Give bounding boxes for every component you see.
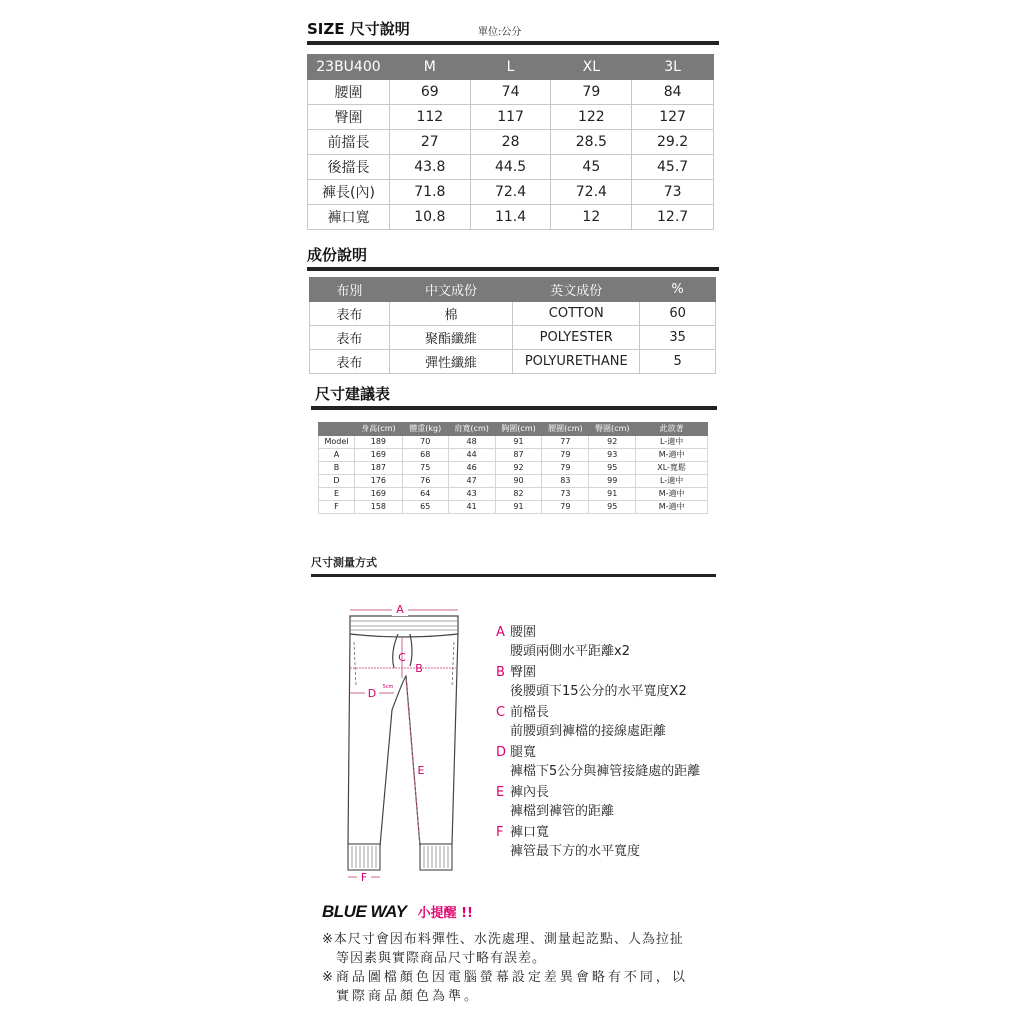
measure-section-title: 尺寸測量方式 xyxy=(311,556,377,569)
size-table-cell: 117 xyxy=(470,105,551,130)
reminder-label: 小提醒 !! xyxy=(417,906,473,921)
legend-letter: A xyxy=(496,625,505,640)
size-section-title: SIZE 尺寸說明 xyxy=(307,20,410,38)
recommend-table-cell: 70 xyxy=(402,436,448,449)
composition-section-title: 成份說明 xyxy=(307,246,368,264)
size-table-cell: 褲口寬 xyxy=(308,205,390,230)
recommend-table-cell: 95 xyxy=(589,462,636,475)
recommend-table xyxy=(318,422,708,514)
recommend-table-cell: L-適中 xyxy=(636,436,708,449)
size-table-cell: 29.2 xyxy=(632,130,714,155)
composition-table xyxy=(309,277,716,374)
recommend-table-row xyxy=(319,462,708,475)
size-table xyxy=(307,54,714,230)
recommend-table-header-cell xyxy=(319,423,355,436)
recommend-table-cell: 43 xyxy=(448,488,495,501)
legend-name: 臀圍 xyxy=(510,665,537,680)
recommend-table-cell: 169 xyxy=(354,449,402,462)
recommend-table-cell: 176 xyxy=(354,475,402,488)
recommend-table-cell: 83 xyxy=(542,475,589,488)
recommend-table-row xyxy=(319,501,708,514)
recommend-table-header-cell: 肩寬(cm) xyxy=(448,423,495,436)
size-table-cell: 71.8 xyxy=(389,180,470,205)
composition-table-header-cell: 中文成份 xyxy=(389,278,513,302)
size-table-cell: 44.5 xyxy=(470,155,551,180)
recommend-table-cell: 92 xyxy=(495,462,542,475)
note-1-line-2: 等因素與實際商品尺寸略有誤差。 xyxy=(336,951,547,966)
size-table-cell: 127 xyxy=(632,105,714,130)
legend-letter: D xyxy=(496,745,507,760)
label-e: E xyxy=(417,764,425,777)
recommend-table-cell: 41 xyxy=(448,501,495,514)
size-table-row xyxy=(308,130,714,155)
composition-table-cell: 棉 xyxy=(389,302,513,326)
reminder-heading xyxy=(322,902,473,922)
size-table-cell: 褲長(內) xyxy=(308,180,390,205)
composition-table-cell: 表布 xyxy=(310,326,390,350)
recommend-table-header-cell: 胸圍(cm) xyxy=(495,423,542,436)
legend-desc: 後腰頭下15公分的水平寬度X2 xyxy=(510,684,687,699)
size-table-row xyxy=(308,180,714,205)
size-table-cell: 12.7 xyxy=(632,205,714,230)
recommend-table-cell: 79 xyxy=(542,462,589,475)
composition-table-row xyxy=(310,302,716,326)
legend-item xyxy=(496,623,630,661)
recommend-table-cell: 75 xyxy=(402,462,448,475)
recommend-table-cell: 79 xyxy=(542,449,589,462)
recommend-table-cell: F xyxy=(319,501,355,514)
brand-logo: BLUE WAY xyxy=(322,902,407,921)
recommend-table-cell: M-適中 xyxy=(636,501,708,514)
composition-table-cell: POLYESTER xyxy=(513,326,640,350)
recommend-table-cell: M-適中 xyxy=(636,488,708,501)
recommend-table-cell: 95 xyxy=(589,501,636,514)
label-5cm: 5cm xyxy=(382,684,394,690)
recommend-table-cell: L-適中 xyxy=(636,475,708,488)
composition-table-row xyxy=(310,326,716,350)
recommend-table-cell: 99 xyxy=(589,475,636,488)
legend-letter: E xyxy=(496,785,505,800)
size-table-cell: 122 xyxy=(551,105,632,130)
recommend-table-header-cell: 身高(cm) xyxy=(354,423,402,436)
note-2-line-2: 實際商品顏色為準。 xyxy=(336,989,481,1004)
size-table-cell: 43.8 xyxy=(389,155,470,180)
recommend-table-header xyxy=(319,423,708,436)
size-table-header-cell: L xyxy=(470,55,551,80)
composition-table-header-cell: % xyxy=(640,278,716,302)
size-table-cell: 11.4 xyxy=(470,205,551,230)
recommend-table-header-cell: 體重(kg) xyxy=(402,423,448,436)
reminder-note-1 xyxy=(322,930,684,968)
size-table-header xyxy=(308,55,714,80)
size-table-cell: 前擋長 xyxy=(308,130,390,155)
size-table-row xyxy=(308,155,714,180)
recommend-table-row xyxy=(319,436,708,449)
note-1-line-1: ※本尺寸會因布料彈性、水洗處理、測量起訖點、人為拉扯 xyxy=(322,932,684,947)
legend-name: 褲口寬 xyxy=(510,825,550,840)
composition-table-header-cell: 布別 xyxy=(310,278,390,302)
size-table-row xyxy=(308,105,714,130)
size-table-cell: 45.7 xyxy=(632,155,714,180)
recommend-table-cell: 158 xyxy=(354,501,402,514)
size-table-cell: 10.8 xyxy=(389,205,470,230)
size-table-cell: 後擋長 xyxy=(308,155,390,180)
recommend-table-header-cell: 此款著 xyxy=(636,423,708,436)
recommend-table-cell: 189 xyxy=(354,436,402,449)
recommend-table-cell: 87 xyxy=(495,449,542,462)
size-table-cell: 72.4 xyxy=(470,180,551,205)
size-table-cell: 69 xyxy=(389,80,470,105)
measure-section-rule xyxy=(311,574,716,577)
recommend-table-cell: XL-寬鬆 xyxy=(636,462,708,475)
legend-desc: 前腰頭到褲檔的接線處距離 xyxy=(510,724,667,739)
composition-table-cell: 60 xyxy=(640,302,716,326)
composition-table-cell: 表布 xyxy=(310,350,390,374)
size-table-cell: 28.5 xyxy=(551,130,632,155)
recommend-table-cell: 169 xyxy=(354,488,402,501)
legend-desc: 腰頭兩側水平距離x2 xyxy=(510,644,630,659)
waistband-shape xyxy=(350,616,458,637)
size-table-cell: 84 xyxy=(632,80,714,105)
legend-item xyxy=(496,823,640,861)
unit-label: 單位:公分 xyxy=(478,27,522,38)
recommend-table-cell: A xyxy=(319,449,355,462)
recommend-table-row xyxy=(319,475,708,488)
recommend-table-cell: M-適中 xyxy=(636,449,708,462)
recommend-table-cell: 48 xyxy=(448,436,495,449)
size-table-cell: 79 xyxy=(551,80,632,105)
legend-desc: 褲檔到褲管的距離 xyxy=(510,804,615,819)
legend-name: 腰圍 xyxy=(510,625,537,640)
recommend-table-cell: 93 xyxy=(589,449,636,462)
composition-table-cell: COTTON xyxy=(513,302,640,326)
recommend-table-header-cell: 臀圍(cm) xyxy=(589,423,636,436)
composition-table-cell: POLYURETHANE xyxy=(513,350,640,374)
label-c: C xyxy=(398,651,406,664)
size-table-cell: 27 xyxy=(389,130,470,155)
size-table-cell: 74 xyxy=(470,80,551,105)
recommend-table-cell: E xyxy=(319,488,355,501)
legend-letter: B xyxy=(496,665,505,680)
label-f: F xyxy=(360,871,368,884)
size-table-row xyxy=(308,205,714,230)
recommend-table-cell: 90 xyxy=(495,475,542,488)
recommend-table-cell: 91 xyxy=(495,501,542,514)
size-table-cell: 28 xyxy=(470,130,551,155)
label-d: D xyxy=(367,687,377,700)
recommend-table-row xyxy=(319,449,708,462)
composition-table-cell: 表布 xyxy=(310,302,390,326)
recommend-table-cell: 76 xyxy=(402,475,448,488)
recommend-table-cell: 46 xyxy=(448,462,495,475)
size-table-row xyxy=(308,80,714,105)
size-table-header-cell: 23BU400 xyxy=(308,55,390,80)
composition-table-cell: 聚酯纖維 xyxy=(389,326,513,350)
legend-desc: 褲管最下方的水平寬度 xyxy=(510,844,641,859)
recommend-table-cell: 68 xyxy=(402,449,448,462)
legend-desc: 褲檔下5公分與褲管接縫處的距離 xyxy=(510,764,701,779)
recommend-table-cell: 92 xyxy=(589,436,636,449)
composition-table-cell: 彈性纖維 xyxy=(389,350,513,374)
legend-item xyxy=(496,703,666,741)
composition-table-row xyxy=(310,350,716,374)
composition-table-header-cell: 英文成份 xyxy=(513,278,640,302)
recommend-table-header-cell: 腰圍(cm) xyxy=(542,423,589,436)
recommend-table-cell: D xyxy=(319,475,355,488)
recommend-table-cell: 73 xyxy=(542,488,589,501)
legend-letter: C xyxy=(496,705,506,720)
size-table-cell: 腰圍 xyxy=(308,80,390,105)
recommend-table-cell: 64 xyxy=(402,488,448,501)
legend-letter: F xyxy=(496,825,504,840)
size-table-cell: 72.4 xyxy=(551,180,632,205)
recommend-table-row xyxy=(319,488,708,501)
recommend-table-cell: 82 xyxy=(495,488,542,501)
composition-table-header xyxy=(310,278,716,302)
size-table-header-cell: 3L xyxy=(632,55,714,80)
size-table-cell: 臀圍 xyxy=(308,105,390,130)
pants-diagram xyxy=(330,598,480,888)
recommend-table-cell: 91 xyxy=(589,488,636,501)
recommend-table-cell: 77 xyxy=(542,436,589,449)
size-table-header-cell: M xyxy=(389,55,470,80)
recommend-section-rule xyxy=(311,406,717,410)
label-b: B xyxy=(415,662,423,675)
size-table-cell: 112 xyxy=(389,105,470,130)
legend-item xyxy=(496,663,687,701)
size-table-cell: 45 xyxy=(551,155,632,180)
recommend-table-cell: 187 xyxy=(354,462,402,475)
recommend-table-cell: 91 xyxy=(495,436,542,449)
composition-table-cell: 35 xyxy=(640,326,716,350)
recommend-table-cell: 44 xyxy=(448,449,495,462)
recommend-table-cell: B xyxy=(319,462,355,475)
recommend-table-cell: 65 xyxy=(402,501,448,514)
composition-section-rule xyxy=(307,267,719,271)
note-2-line-1: ※商品圖檔顏色因電腦螢幕設定差異會略有不同，以 xyxy=(322,970,688,985)
label-a: A xyxy=(396,603,404,616)
legend-item xyxy=(496,783,614,821)
reminder-note-2 xyxy=(322,968,688,1006)
pants-outline xyxy=(348,634,458,846)
size-section-rule xyxy=(307,41,719,45)
legend-name: 褲內長 xyxy=(510,785,550,800)
legend-name: 腿寬 xyxy=(510,745,537,760)
size-table-cell: 73 xyxy=(632,180,714,205)
size-table-header-cell: XL xyxy=(551,55,632,80)
recommend-table-cell: 79 xyxy=(542,501,589,514)
legend-name: 前檔長 xyxy=(510,705,550,720)
recommend-section-title: 尺寸建議表 xyxy=(315,385,391,403)
legend-item xyxy=(496,743,700,781)
recommend-table-cell: 47 xyxy=(448,475,495,488)
size-table-cell: 12 xyxy=(551,205,632,230)
recommend-table-cell: Model xyxy=(319,436,355,449)
composition-table-cell: 5 xyxy=(640,350,716,374)
